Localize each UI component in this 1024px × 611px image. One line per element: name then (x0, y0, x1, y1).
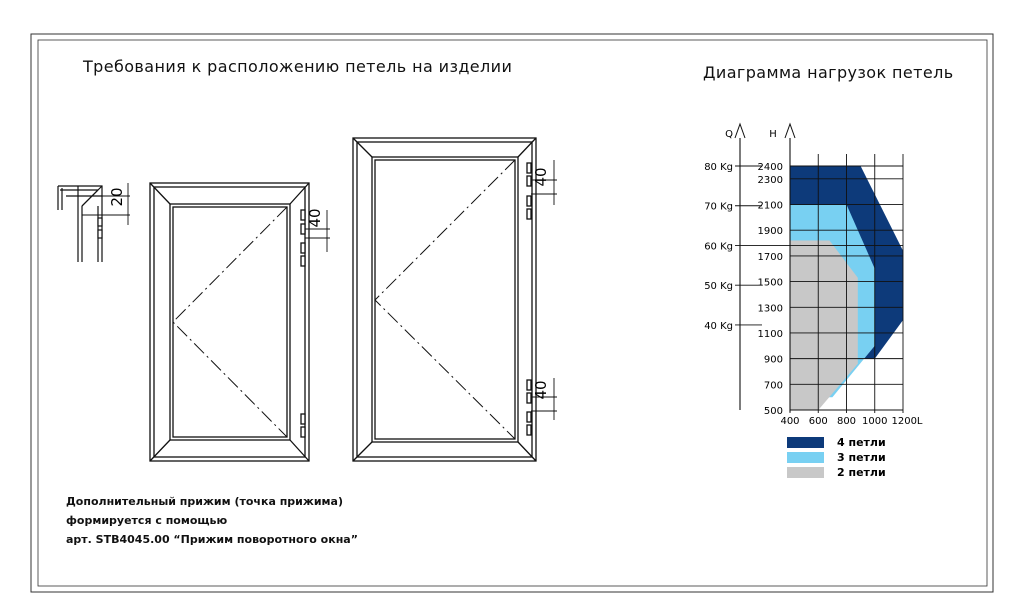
x-tick-label: 800 (836, 416, 857, 427)
x-tick-label: 1200L (891, 416, 923, 427)
legend-swatch (787, 452, 824, 463)
h-tick-label: 2100 (757, 200, 783, 212)
h-axis-label: H (769, 129, 777, 140)
q-tick-label: 50 Kg (704, 281, 733, 293)
h-tick-label: 500 (763, 406, 783, 417)
h-tick-label: 1500 (757, 277, 783, 289)
legend-label: 2 петли (837, 466, 886, 479)
h-tick-label: 2400 (757, 162, 783, 173)
q-axis-arrow (735, 124, 745, 138)
x-tick-label: 1000 (862, 416, 888, 427)
h-tick-label: 1700 (757, 251, 783, 263)
note-line-1: Дополнительный прижим (точка прижима) (66, 495, 343, 508)
hinge-load-chart (704, 124, 923, 479)
h-tick-label: 900 (763, 354, 783, 366)
x-tick-label: 600 (808, 416, 828, 427)
small-window (150, 183, 330, 461)
q-axis-label: Q (725, 129, 733, 140)
corner-dimension-label: 20 (108, 187, 126, 207)
note-line-3: арт. STB4045.00 “Прижим поворотного окна” (66, 533, 358, 546)
door-top-hinge-dimension: 40 (532, 167, 550, 187)
note-line-2: формируется с помощью (66, 514, 228, 527)
h-tick-label: 1300 (757, 303, 783, 315)
legend-swatch (787, 467, 824, 478)
q-tick-label: 60 Kg (704, 241, 733, 253)
h-axis-arrow (785, 124, 795, 138)
hinge-placement-title: Требования к расположению петель на изделии (83, 57, 513, 76)
legend-swatch (787, 437, 824, 448)
h-tick-label: 2300 (757, 174, 783, 186)
door-bottom-hinge-dimension: 40 (532, 380, 550, 400)
load-diagram-title: Диаграмма нагрузок петель (703, 63, 954, 82)
q-tick-label: 80 Kg (704, 162, 733, 173)
h-tick-label: 1900 (757, 226, 783, 238)
door (353, 138, 557, 461)
legend-label: 4 петли (837, 436, 886, 449)
legend-label: 3 петли (837, 451, 886, 464)
h-tick-label: 700 (763, 380, 783, 392)
x-tick-label: 400 (780, 416, 800, 427)
h-tick-label: 1100 (757, 328, 783, 340)
q-tick-label: 70 Kg (704, 201, 733, 213)
additional-clamp-note (66, 492, 358, 549)
q-tick-label: 40 Kg (704, 320, 733, 332)
small-window-hinge-dimension: 40 (306, 208, 324, 228)
